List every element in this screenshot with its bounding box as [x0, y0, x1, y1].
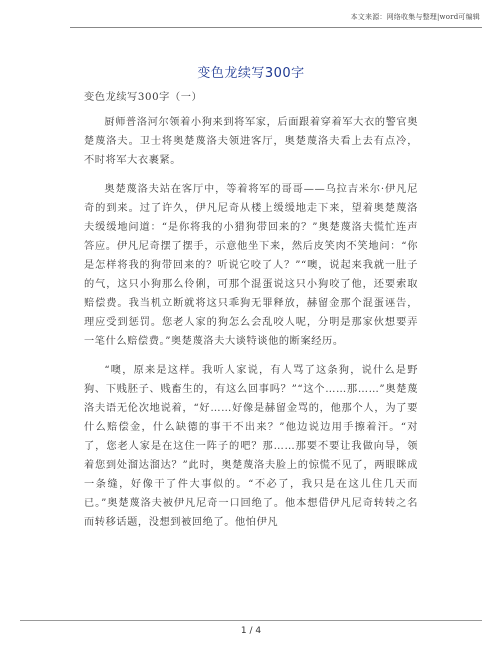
- paragraph: 厨师普洛河尔领着小狗来到将军家，后面跟着穿着军大衣的警官奥楚蔑洛夫。卫士将奥楚蔑洛夫领进客厅，奥楚蔑洛夫看上去有点冷，不时将军大衣裹紧。: [84, 117, 418, 166]
- footer-divider: [20, 620, 482, 621]
- paragraph: 奥楚蔑洛夫站在客厅中，等着将军的哥哥——乌拉吉米尔·伊凡尼奇的到来。过了许久，伊凡尼奇从楼上缓缓地走下来，望着奥楚蔑洛夫缓缓地问道：“是你将我的小猎狗带回来的？”奥楚蔑洛夫慌忙连声答应。伊凡尼奇摆了摆手，示意他坐下来，然后皮笑肉不笑地问：“你是怎样将我的狗带回来的？听说它咬了人？”“噢，说起来我就一肚子的气，这只小狗那么伶俐，可那个混蛋说这只小狗咬了他，还要索取赔偿费。我当机立断就将这只乖狗无罪释放，赫留金那个混蛋诬告，理应受到惩罚。您老人家的狗怎么会乱咬人呢，分明是那家伙想要弄一笔什么赔偿费。”奥楚蔑洛夫大谈特谈他的断案经历。: [84, 184, 418, 347]
- header-divider: [70, 27, 482, 28]
- header-source-note: 本文来源：网络收集与整理|word可编辑: [350, 13, 480, 21]
- page-number: 1 / 4: [240, 626, 262, 636]
- paragraph: “噢，原来是这样。我听人家说，有人骂了这条狗，说什么是野狗、下贱胚子、贱畜生的，有这么回事吗？”“这个……那……”奥楚蔑洛夫语无伦次地说着，“好……好像是赫留金骂的，他那个人，为了要什么赔偿金，什么缺德的事干不出来？”他边说边用手擦着汗。“对了，您老人家是在这住一阵子的吧？那……那要不要让我做向导，领着您到处溜达溜达？”此时，奥楚蔑洛夫脸上的惊慌不见了，两眼眯成一条缝，好像干了件大事似的。“不必了，我只是在这儿住几天而已。”奥楚蔑洛夫被伊凡尼奇一口回绝了。他本想借伊凡尼奇转转之名而转移话题，没想到被回绝了。他怕伊凡: [84, 365, 418, 528]
- document-title: 变色龙续写300字: [197, 66, 305, 81]
- section-subtitle: 变色龙续写300字（一）: [84, 92, 203, 103]
- document-body: [84, 88, 418, 542]
